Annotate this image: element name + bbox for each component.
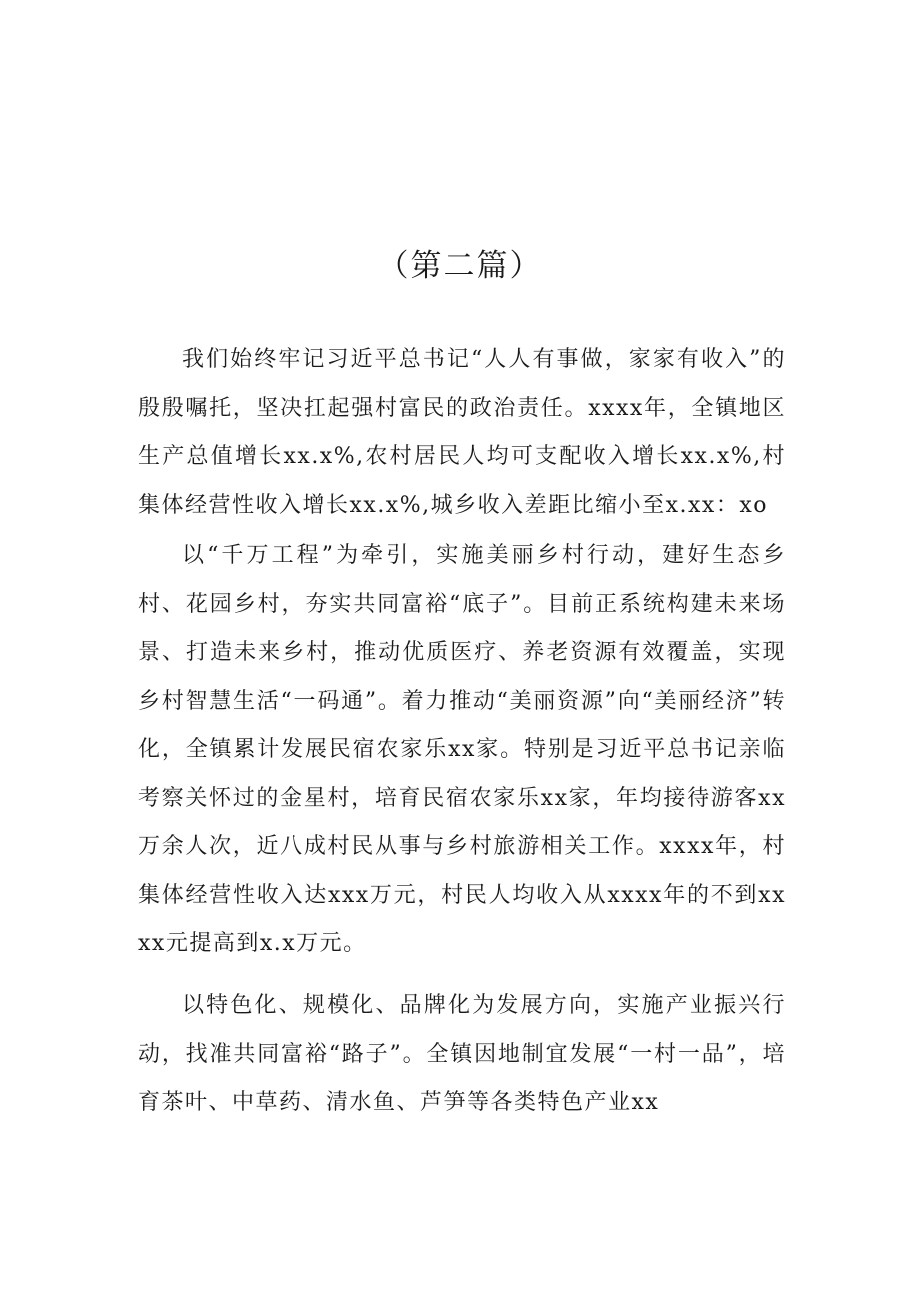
paragraph-1: 我们始终牢记习近平总书记“人人有事做，家家有收入”的殷殷嘱托，坚决扛起强村富民的政治责任。xxxx年，全镇地区生产总值增长xx.x%,农村居民人均可支配收入增长xx.x%,村集体经营性收入增长xx.x%,城乡收入差距比缩小至x.xx：xo [138, 347, 786, 518]
paragraph-3: 以特色化、规模化、品牌化为发展方向，实施产业振兴行动，找准共同富裕“路子”。全镇因地制宜发展“一村一品”，培育茶叶、中草药、清水鱼、芦笋等各类特色产业xx [138, 993, 786, 1115]
paragraph-2: 以“千万工程”为牵引，实施美丽乡村行动，建好生态乡村、花园乡村，夯实共同富裕“底子”。目前正系统构建未来场景、打造未来乡村，推动优质医疗、养老资源有效覆盖，实现乡村智慧生活“一码通”。着力推动“美丽资源”向“美丽经济”转化，全镇累计发展民宿农家乐xx家。特别是习近平总书记亲临考察关怀过的金星村，培育民宿农家乐xx家，年均接待游客xx万余人次，近八成村民从事与乡村旅游相关工作。xxxx年，村集体经营性收入达xxx万元，村民人均收入从xxxx年的不到xxxx元提高到x.x万元。 [138, 543, 786, 956]
document-title: （第二篇） [377, 248, 543, 284]
